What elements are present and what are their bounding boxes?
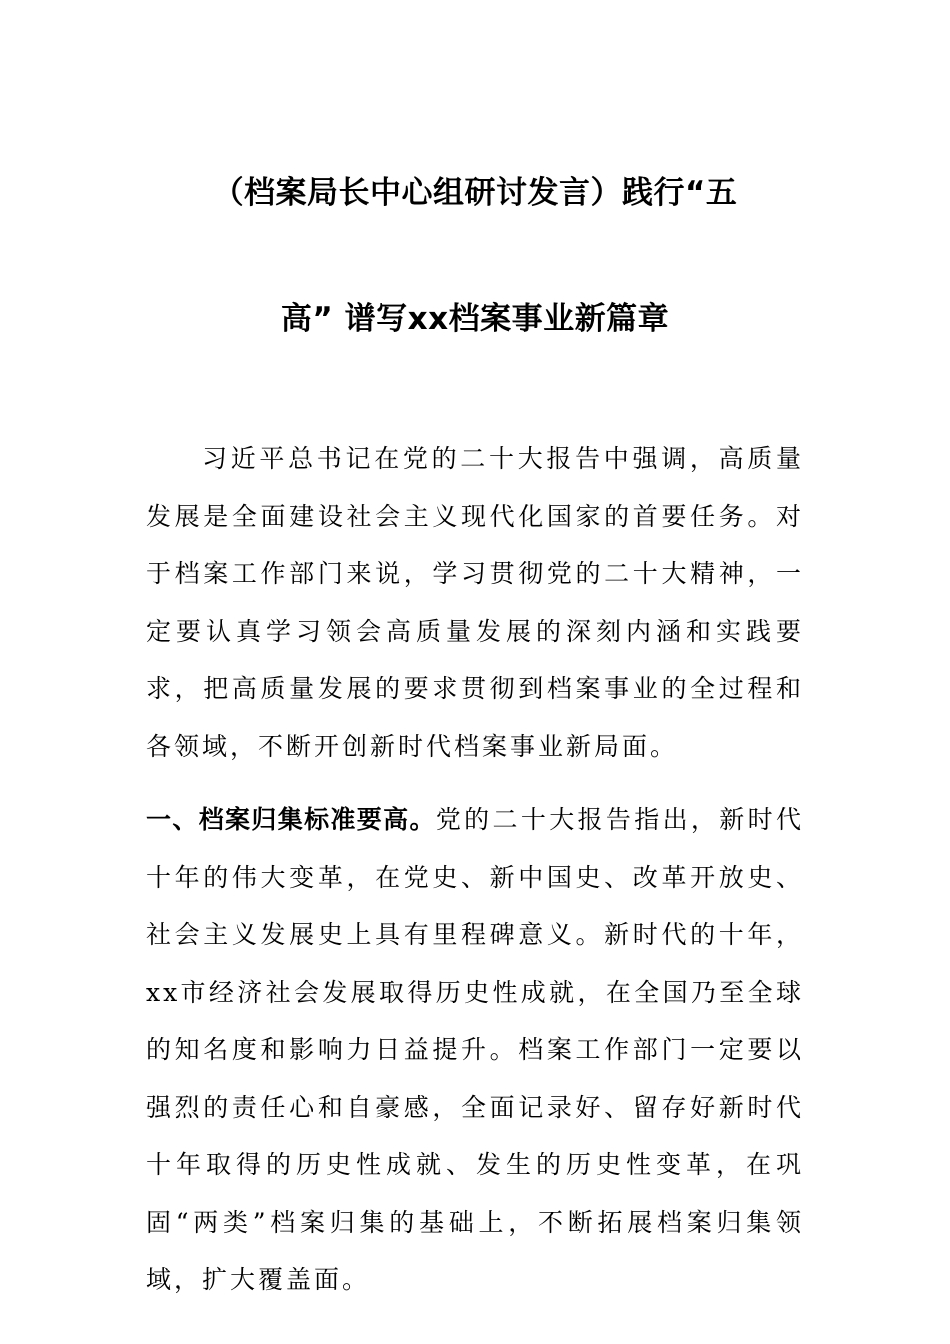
section-1-paragraph <box>146 791 804 1309</box>
document-title <box>146 130 804 382</box>
document-body <box>146 430 804 1309</box>
section-1-heading: 一、档案归集标准要高。 <box>146 805 436 834</box>
title-line-2: 高” 谱写xx档案事业新篇章 <box>280 301 670 337</box>
intro-paragraph: 习近平总书记在党的二十大报告中强调，高质量发展是全面建设社会主义现代化国家的首要任务。对于档案工作部门来说，学习贯彻党的二十大精神，一定要认真学习领会高质量发展的深刻内涵和实践要求，把高质量发展的要求贯彻到档案事业的全过程和各领域，不断开创新时代档案事业新局面。 <box>146 444 804 761</box>
title-line-1: （档案局长中心组研讨发言）践行“五 <box>212 175 738 211</box>
section-1-body: 党的二十大报告指出，新时代十年的伟大变革，在党史、新中国史、改革开放史、社会主义发展史上具有里程碑意义。新时代的十年，xx市经济社会发展取得历史性成就，在全国乃至全球的知名度和影响力日益提升。档案工作部门一定要以强烈的责任心和自豪感，全面记录好、留存好新时代十年取得的历史性成就、发生的历史性变革，在巩固“两类”档案归集的基础上，不断拓展档案归集领域，扩大覆盖面。 <box>146 805 804 1294</box>
